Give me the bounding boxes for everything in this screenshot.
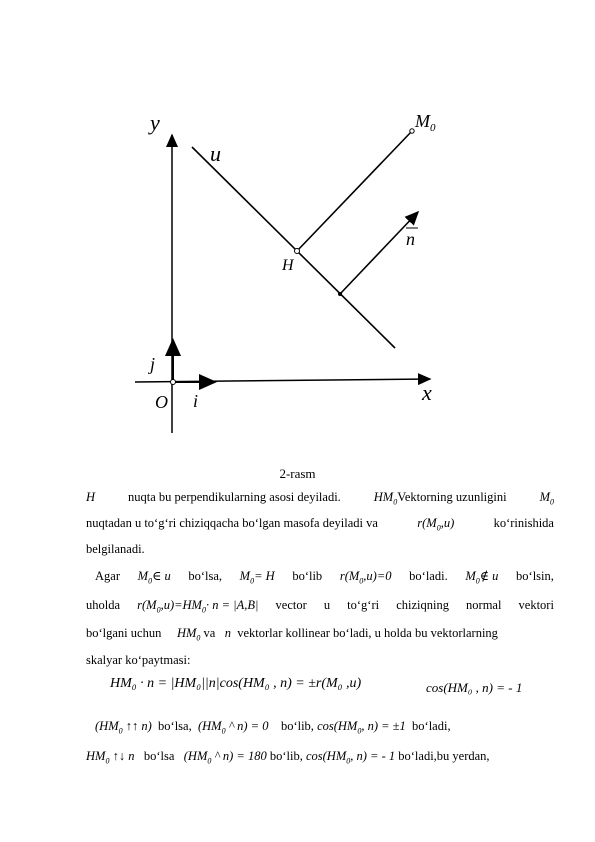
formula-scalar-product: HM₀ · n = |HM₀||n|cos(HM₀ , n) = ±r(M₀ ,u) — [110, 676, 362, 691]
p2-line4: skalyar ko‘paytmasi: — [86, 653, 191, 667]
figure-caption: 2-rasm — [279, 466, 316, 481]
origin-point — [171, 380, 176, 385]
p2-line3: bo‘lgani uchun $HM_0$ va n vektorlar kollinear bo‘ladi, u holda bu vektorlarning — [86, 626, 498, 643]
y-axis-label: y — [150, 110, 160, 135]
formula-cos: cos(HM₀ , n) = - 1 — [426, 680, 523, 695]
point-H — [295, 249, 300, 254]
p1-line2: nuqtadan u to‘g‘ri chiziqqacha bo‘lgan masofa deyiladi va $r(M_0,u)$ ko‘rinishida — [86, 516, 554, 533]
unit-i-label: i — [193, 391, 199, 411]
segment-HM0 — [297, 131, 412, 251]
point-n-base — [338, 292, 342, 296]
point-M0-label: $M_0$ — [415, 111, 436, 134]
vector-n-label: n — [406, 229, 415, 249]
line-u — [192, 147, 395, 348]
point-H-label: H — [282, 257, 294, 274]
p1-line3: belgilanadi. — [86, 542, 145, 556]
x-axis-label: x — [422, 380, 432, 405]
unit-j-label: j — [150, 354, 156, 374]
normal-vector-n — [340, 212, 418, 294]
origin-label: O — [155, 392, 168, 412]
p3-line: ($HM_0$ ↑↑ n) bo‘lsa, ($HM_0$ ^ n) = 0 bo‘lib, $\cos(HM_0$, n) = ±1 bo‘ladi, — [95, 719, 451, 736]
point-M0 — [410, 129, 414, 133]
p2-line1: Agar $M_0\in$ u bo‘lsa, $M_0= H$ bo‘lib $r(M_0,u)=0$ bo‘ladi. $M_0\notin$ u bo‘lsin, — [95, 569, 554, 586]
p4-line: $HM_0$ ↑↓ n bo‘lsa ($HM_0$ ^ n) = 180 bo‘lib, $\cos(HM_0$, n) = - 1 bo‘ladi,bu yerdan, — [86, 749, 490, 766]
p2-line2: uholda $r(M_0,u)=HM_0\cdot n = |A,B|$ vector u to‘g‘ri chiziqning normal vektori — [86, 598, 554, 615]
line-u-label: u — [210, 141, 221, 166]
H-symbol: H — [86, 490, 96, 504]
p1-line1: H nuqta bu perpendikularning asosi deyiladi. $HM_0Vektorning$ uzunligini $M_0$ — [86, 488, 554, 512]
figure-2 — [130, 95, 470, 465]
